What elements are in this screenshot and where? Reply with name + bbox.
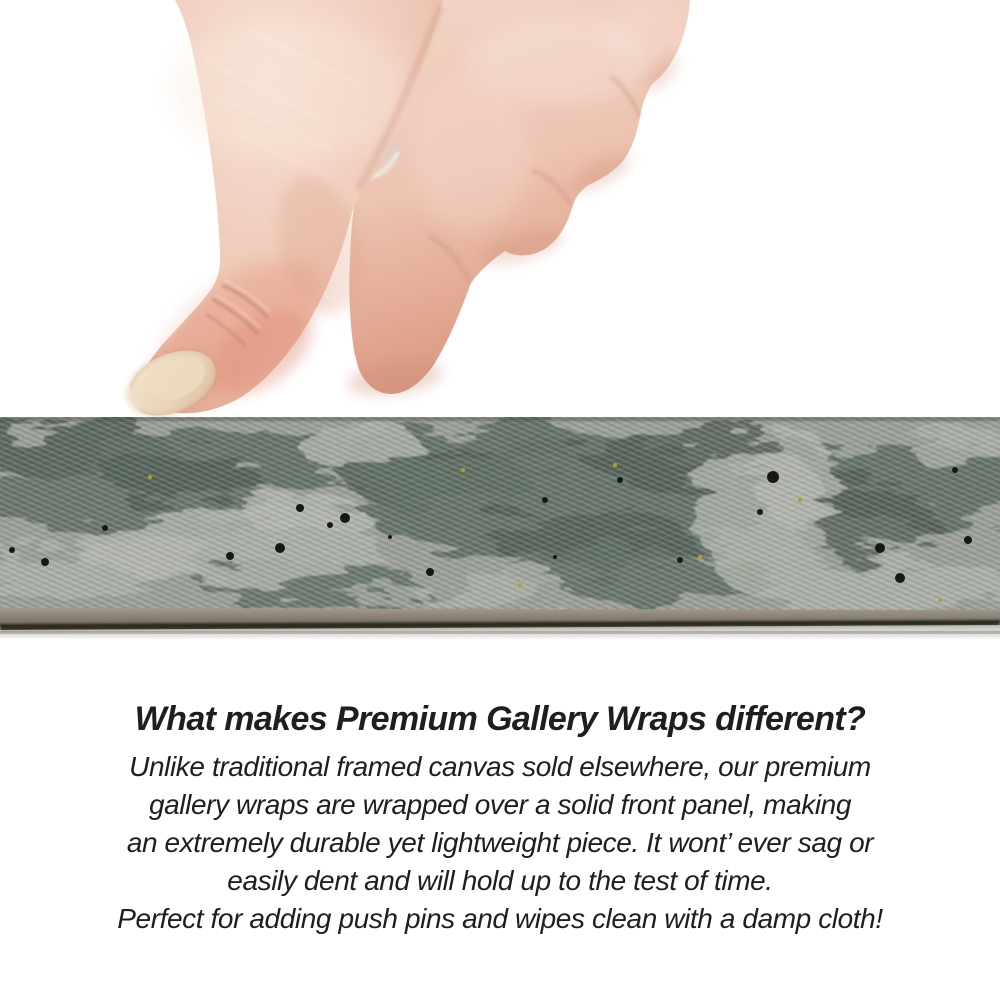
body-line-3: an extremely durable yet lightweight piece. It wont’ ever sag or	[126, 827, 874, 858]
body-line-4: easily dent and will hold up to the test of time.	[227, 865, 773, 896]
hand-photo	[0, 0, 1000, 420]
body-line-2: gallery wraps are wrapped over a solid front panel, making	[148, 789, 852, 820]
panel-shadow	[0, 631, 1000, 640]
canvas-texture	[0, 417, 1000, 615]
headline: What makes Premium Gallery Wraps different?	[134, 700, 866, 738]
info-text-block	[0, 699, 1000, 938]
canvas-edge-photo	[0, 417, 1000, 640]
canvas-edge-art	[0, 417, 1000, 640]
body-line-5: Perfect for adding push pins and wipes clean with a damp cloth!	[117, 903, 883, 934]
panel-edge-band	[0, 608, 1000, 640]
body-line-1: Unlike traditional framed canvas sold elsewhere, our premium	[129, 751, 871, 782]
